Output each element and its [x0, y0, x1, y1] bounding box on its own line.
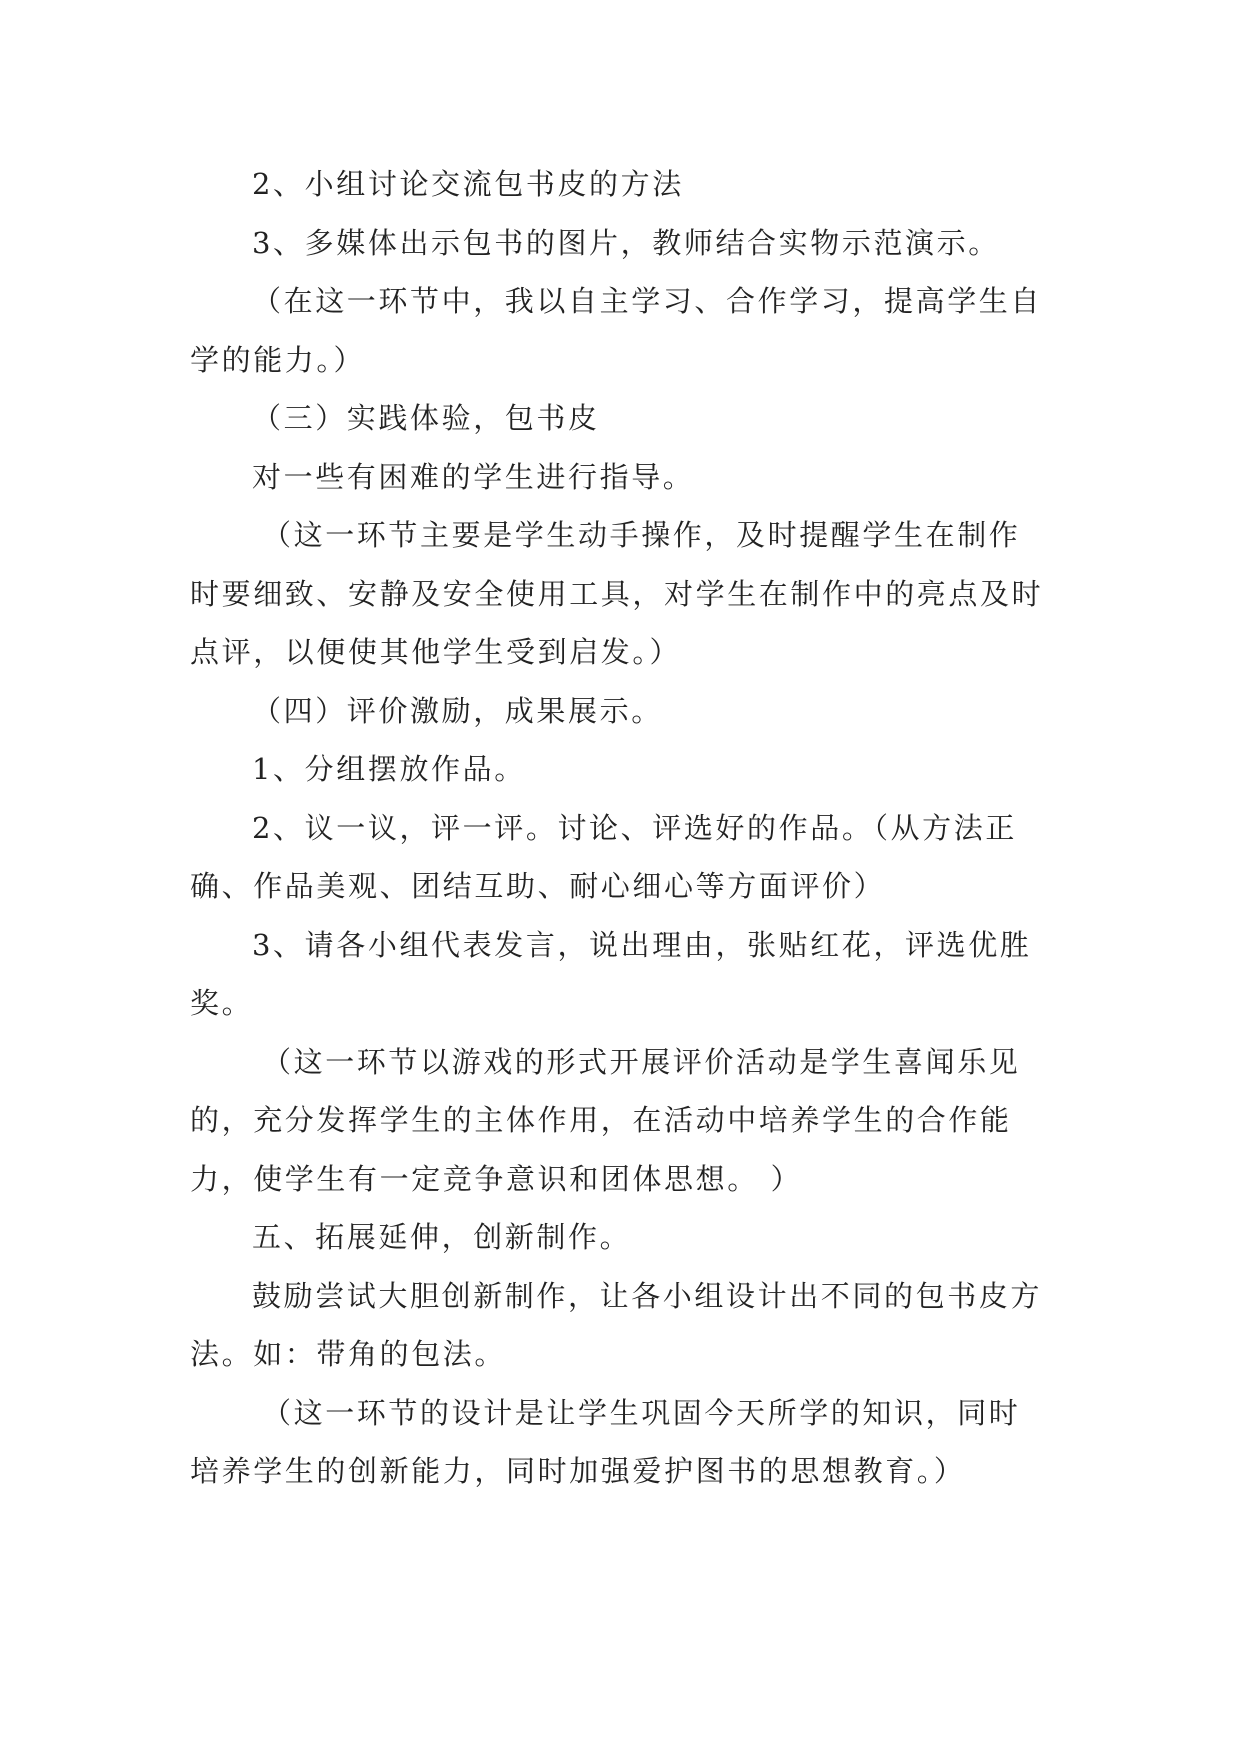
- paragraph: 3、多媒体出示包书的图片，教师结合实物示范演示。: [252, 225, 1000, 260]
- document-body: [190, 155, 1050, 1501]
- paragraph: 2、小组讨论交流包书皮的方法: [252, 167, 684, 201]
- paragraph: （这一环节的设计是让学生巩固今天所学的知识，同时培养学生的创新能力，同时加强爱护图书的思想教育。）: [190, 1395, 1021, 1488]
- paragraph: 对一些有困难的学生进行指导。: [252, 459, 695, 494]
- paragraph: （四）评价激励，成果展示。: [252, 693, 663, 728]
- paragraph: （这一环节主要是学生动手操作，及时提醒学生在制作时要细致、安静及安全使用工具，对学生在制作中的亮点及时点评，以便使其他学生受到启发。）: [190, 518, 1044, 669]
- paragraph: （三）实践体验，包书皮: [252, 401, 600, 435]
- paragraph: （这一环节以游戏的形式开展评价活动是学生喜闻乐见的，充分发挥学生的主体作用，在活动中培养学生的合作能力，使学生有一定竞争意识和团体思想。 ）: [190, 1044, 1021, 1196]
- paragraph: 鼓励尝试大胆创新制作，让各小组设计出不同的包书皮方法。如：带角的包法。: [190, 1278, 1043, 1371]
- paragraph: 1、分组摆放作品。: [252, 752, 526, 786]
- paragraph: 3、请各小组代表发言，说出理由，张贴红花，评选优胜奖。: [190, 927, 1032, 1020]
- paragraph: 2、议一议，评一评。讨论、评选好的作品。（从方法正确、作品美观、团结互助、耐心细心等方面评价）: [190, 810, 1017, 903]
- paragraph: 五、拓展延伸，创新制作。: [252, 1220, 632, 1254]
- paragraph: （在这一环节中，我以自主学习、合作学习，提高学生自学的能力。）: [190, 284, 1043, 377]
